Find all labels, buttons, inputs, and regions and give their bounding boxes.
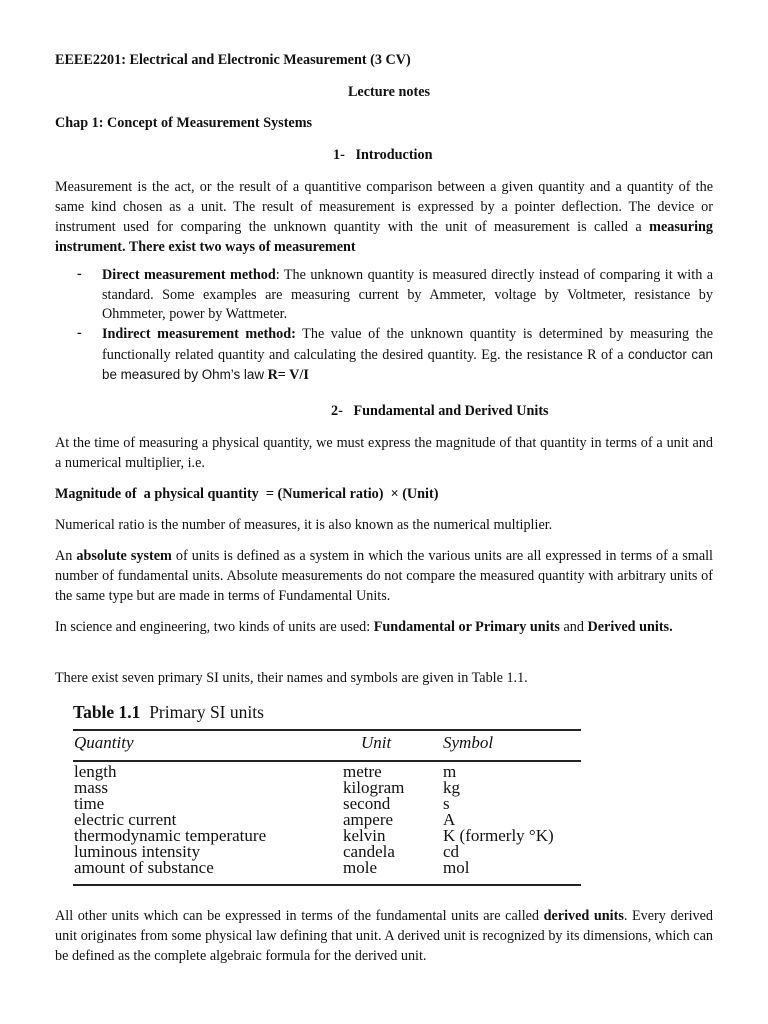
unit-cell: ampere (343, 810, 394, 829)
magnitude-formula: Magnitude of a physical quantity = (Numerical ratio) × (Unit) (55, 486, 439, 502)
symbol-cell: A (443, 810, 456, 829)
table-caption-text: Primary SI units (149, 702, 264, 722)
section-1-title: Introduction (355, 147, 433, 163)
chapter-title: Chap 1: Concept of Measurement Systems (55, 115, 313, 131)
table-body (73, 764, 581, 876)
bullet-title: Direct measurement method (102, 267, 276, 283)
unit-cell: kelvin (343, 826, 386, 845)
table-row (73, 764, 581, 780)
unit-cell: candela (343, 842, 395, 861)
table-row (73, 780, 581, 796)
table-top-rule (73, 729, 581, 731)
absolute-system-paragraph (55, 546, 713, 606)
bullet-direct-method (102, 266, 713, 325)
intro-bold-text: measuring instrument. There exist two ways of measurement (55, 219, 713, 255)
quantity-cell: thermodynamic temperature (74, 826, 267, 845)
seven-units-paragraph: There exist seven primary SI units, their names and symbols are given in Table 1.1. (55, 670, 528, 686)
quantity-cell: mass (74, 778, 108, 797)
table-header-symbol: Symbol (443, 733, 494, 752)
symbol-cell: m (443, 762, 457, 781)
unit-cell: metre (343, 762, 382, 781)
quantity-cell: luminous intensity (74, 842, 201, 861)
bullet-text-sans: conductor can be measured by Ohm’s law (102, 346, 713, 382)
lecture-notes-subtitle: Lecture notes (347, 84, 431, 100)
unit-cell: second (343, 794, 391, 813)
table-caption-label: Table 1.1 (73, 702, 141, 722)
derived-units-term: Derived units. (587, 619, 673, 635)
section-2-number: 2- (331, 403, 343, 419)
para-text: In science and engineering, two kinds of units are used: (55, 619, 374, 635)
document-page (55, 0, 713, 1024)
para-text: of units is defined as a system in which the various units are all expressed in terms of a small number of fundamental units. Absolute measurements do not compare the measured quantity with arbitrary units of the same type but are made in terms of Fundamental Units. (55, 548, 713, 604)
table-header-unit: Unit (361, 733, 392, 752)
unit-kinds-paragraph (55, 617, 713, 637)
quantity-cell: time (74, 794, 105, 813)
bullet-dash: - (77, 266, 82, 282)
para-text: An (55, 548, 77, 564)
symbol-cell: kg (443, 778, 460, 797)
section-1-number: 1- (333, 147, 345, 163)
table-header-rule (73, 760, 581, 762)
para-text: All other units which can be expressed in terms of the fundamental units are called (55, 908, 544, 924)
unit-cell: mole (343, 858, 377, 877)
numerical-ratio-paragraph: Numerical ratio is the number of measures, it is also known as the numerical multiplier. (55, 517, 553, 533)
table-caption (73, 702, 264, 723)
intro-text: Measurement is the act, or the result of a quantitive comparison between a given quantity and a quantity of the same kind chosen as a unit. The result of measurement is expressed by a pointer deflection. The device or instrument used for comparing the unknown quantity with the unit of measurement is called a (55, 179, 713, 235)
ohms-law-formula: R= V/I (264, 367, 309, 383)
symbol-cell: cd (443, 842, 460, 861)
section-1-heading (333, 147, 432, 164)
bullet-text: The value of the unknown quantity is determined by measuring the functionally related quantity and calculating the desired quantity. Eg. the resistance R of a (102, 326, 713, 363)
bullet-dash: - (77, 325, 82, 341)
bullet-title: Indirect measurement method: (102, 326, 296, 342)
symbol-cell: s (443, 794, 450, 813)
bullet-indirect-method (102, 325, 713, 386)
bullet-text: : The unknown quantity is measured directly instead of comparing it with a standard. Some examples are measuring current by Ammeter, voltage by Voltmeter, resistance by Ohmmeter, power by Wattmeter. (102, 267, 713, 322)
section-2-title: Fundamental and Derived Units (353, 403, 549, 419)
primary-si-units-table (73, 702, 583, 888)
para-text: and (559, 619, 588, 635)
absolute-system-term: absolute system (76, 548, 172, 564)
symbol-cell: mol (443, 858, 470, 877)
quantity-cell: amount of substance (74, 858, 214, 877)
intro-paragraph (55, 177, 713, 257)
table-bottom-rule (73, 884, 581, 886)
quantity-cell: electric current (74, 810, 177, 829)
derived-units-bold: derived units (543, 908, 624, 924)
unit-cell: kilogram (343, 778, 405, 797)
para-text: . Every derived unit originates from some physical law defining that unit. A derived unit is recognized by its dimensions, which can be defined as the complete algebraic formula for the derived unit. (55, 908, 713, 964)
derived-units-paragraph (55, 906, 713, 966)
table-header-quantity: Quantity (74, 733, 134, 752)
table-row (73, 860, 581, 876)
course-title: EEEE2201: Electrical and Electronic Measurement (3 CV) (55, 52, 411, 68)
symbol-cell: K (formerly °K) (443, 826, 554, 845)
units-intro-paragraph: At the time of measuring a physical quantity, we must express the magnitude of that quantity in terms of a unit and a numerical multiplier, i.e. (55, 435, 713, 471)
fundamental-units-term: Fundamental or Primary units (373, 619, 560, 635)
section-2-heading (331, 403, 549, 420)
quantity-cell: length (74, 762, 117, 781)
